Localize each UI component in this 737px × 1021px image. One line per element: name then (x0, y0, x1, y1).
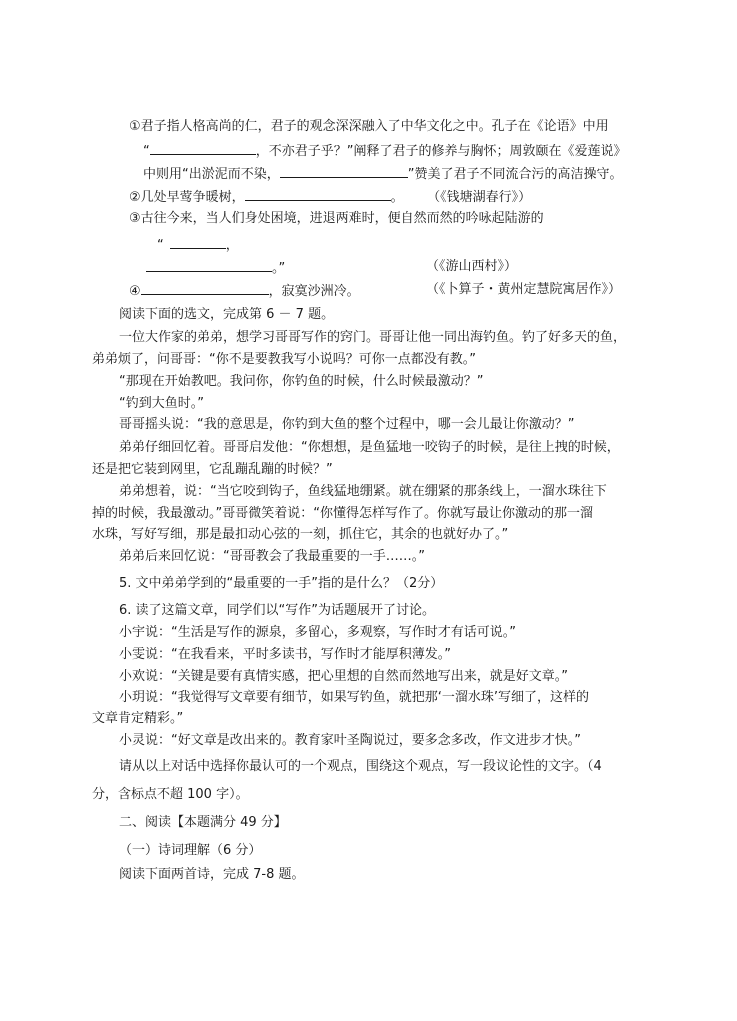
passage-line: 哥哥摇头说：“我的意思是，你钓到大鱼的整个过程中，哪一会儿最让你激动？” (119, 417, 575, 432)
reading-instruction: 阅读下面的选文，完成第 6 － 7 题。 (119, 307, 335, 322)
fill-in-item-2: ②几处早莺争暖树， 。 （《钱塘湖春行》） (129, 190, 532, 205)
answer-blank[interactable] (141, 282, 269, 295)
answer-blank[interactable] (146, 259, 272, 272)
discussion-line: 小雯说：“在我看来，平时多读书，写作时才能厚积薄发。” (119, 647, 451, 662)
fill-in-item-1-line-1: ①君子指人格高尚的仁，君子的观念深深融入了中华文化之中。孔子在《论语》中用 (129, 119, 609, 134)
passage-line: 还是把它装到网里，它乱蹦乱蹦的时候？” (92, 462, 333, 477)
discussion-line: 小宇说：“生活是写作的源泉，多留心，多观察，写作时才有话可说。” (119, 625, 516, 640)
source-youshanxicun: （《游山西村》） (426, 259, 518, 274)
answer-blank[interactable] (245, 188, 391, 201)
passage-line: “钓到大鱼时。” (119, 396, 204, 411)
source-busuanzi: （《卜算子・黄州定慧院寓居作》） (426, 282, 622, 297)
passage-line: “那现在开始教吧。我问你，你钓鱼的时候，什么时候最激动？” (119, 374, 484, 389)
fill-in-item-1-line-2: “ ，不亦君子乎？”阐释了君子的修养与胸怀；周敦颐在《爱莲说》 (143, 144, 627, 159)
passage-line: 弟弟后来回忆说：“哥哥教会了我最重要的一手……。” (119, 549, 425, 564)
passage-line: 掉的时候，我最激动。”哥哥微笑着说：“你懂得怎样写作了。你就写最让你激动的那一溜 (92, 506, 593, 521)
passage-line: 弟弟想着，说：“当它咬到钩子，鱼线猛地绷紧。就在绷紧的那条线上，一溜水珠往下 (119, 484, 607, 499)
answer-blank[interactable] (280, 165, 408, 178)
question-6-stem: 6. 读了这篇文章，同学们以“写作”为话题展开了讨论。 (119, 603, 436, 618)
passage-line: 弟弟仔细回忆着。哥哥启发他：“你想想，是鱼猛地一咬钩子的时候，是往上拽的时候， (119, 440, 620, 455)
fill-in-item-4: ④ ，寂寞沙洲冷。 (129, 284, 360, 299)
answer-blank[interactable] (150, 142, 256, 155)
fill-in-item-3-line-3: 。” (146, 259, 285, 277)
fill-in-item-3-line-1: ③古往今来，当人们身处困境，进退两难时，便自然而然的吟咏起陆游的 (129, 211, 544, 226)
question-6-prompt-line-1: 请从以上对话中选择你最认可的一个观点，围绕这个观点，写一段议论性的文字。（4 (119, 759, 602, 774)
passage-line: 弟弟烦了，问哥哥：“你不是要教我写小说吗？可你一点都没有教。” (92, 352, 476, 367)
answer-blank[interactable] (170, 236, 226, 249)
discussion-line: 小玥说：“我觉得写文章要有细节，如果写钓鱼，就把那‘一溜水珠’写细了，这样的 (119, 690, 590, 705)
fill-in-item-3-line-2: “ ， (157, 238, 239, 253)
question-5: 5. 文中弟弟学到的“最重要的一手”指的是什么？（2分） (119, 576, 444, 591)
discussion-line: 小灵说：“好文章是改出来的。教育家叶圣陶说过，要多念多改，作文进步才快。” (119, 733, 581, 748)
passage-line: 一位大作家的弟弟，想学习哥哥写作的窍门。哥哥让他一同出海钓鱼。钓了好多天的鱼， (119, 330, 627, 345)
section-heading: 二、阅读【本题满分 49 分】 (119, 815, 287, 830)
passage-line: 水珠，写好写细，那是最扣动心弦的一刻，抓住它，其余的也就好办了。” (92, 527, 509, 542)
subsection-heading: （一）诗词理解（6 分） (119, 843, 262, 858)
section-instruction: 阅读下面两首诗，完成 7-8 题。 (119, 867, 305, 882)
question-6-prompt-line-2: 分，含标点不超 100 字）。 (92, 787, 249, 802)
discussion-line: 小欢说：“关键是要有真情实感，把心里想的自然而然地写出来，就是好文章。” (119, 669, 568, 684)
discussion-line: 文章肯定精彩。” (92, 711, 184, 726)
fill-in-item-1-line-3: 中则用“出淤泥而不染， ”赞美了君子不同流合污的高洁操守。 (143, 167, 623, 182)
